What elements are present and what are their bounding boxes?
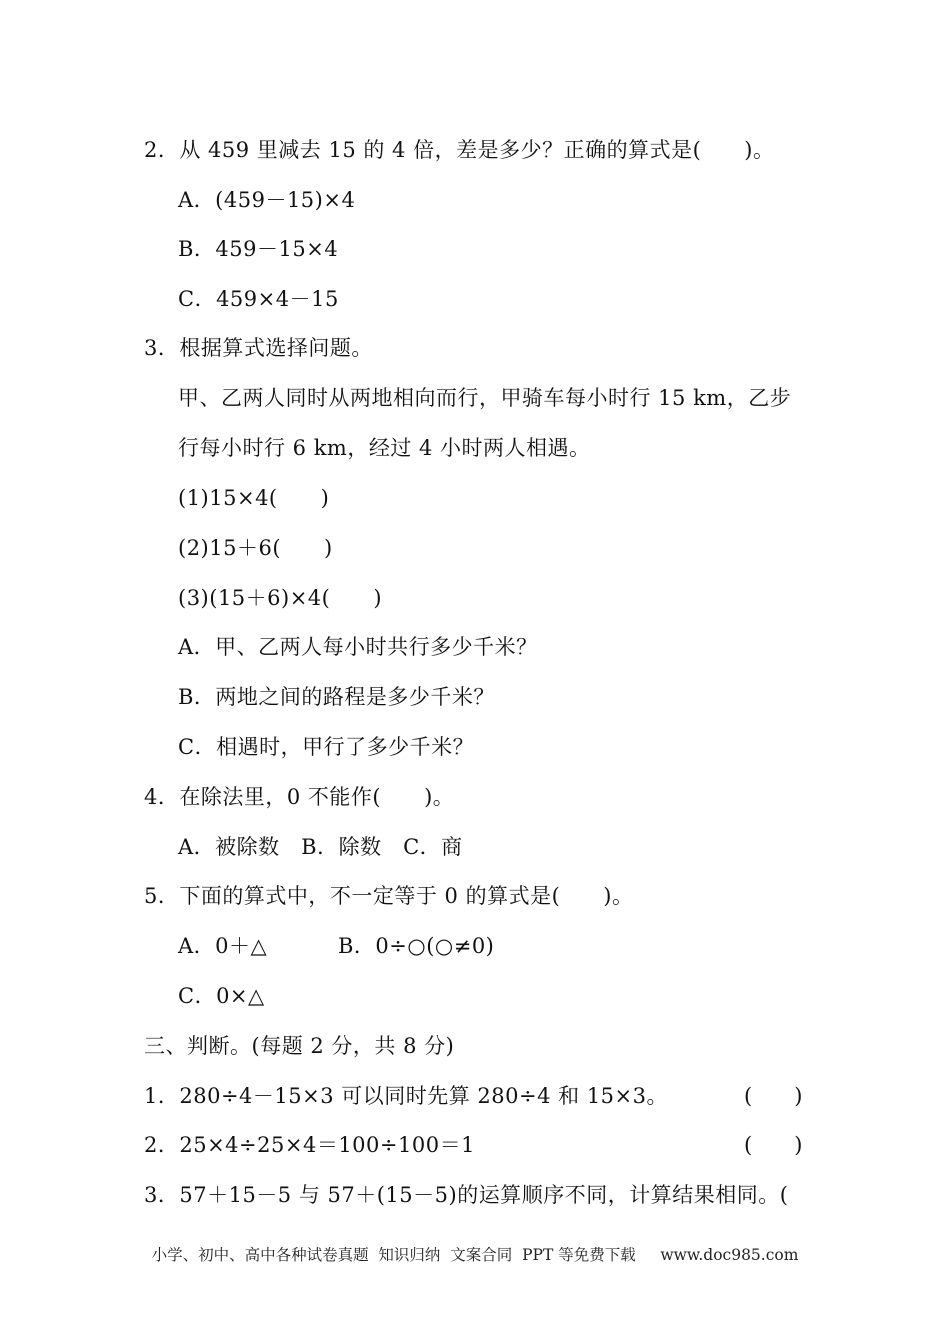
question-2-stem: 2．从 459 里减去 15 的 4 倍，差是多少？正确的算式是( )。 xyxy=(144,138,775,162)
question-2-option-a: A．(459－15)×4 xyxy=(178,188,356,212)
question-4-stem: 4．在除法里，0 不能作( )。 xyxy=(144,785,455,809)
judge-item-1: 1．280÷4－15×3 可以同时先算 280÷4 和 15×3。 xyxy=(144,1084,668,1108)
question-3-formula-2: (2)15＋6( ) xyxy=(178,536,333,560)
page-footer: 小学、初中、高中各种试卷真题 知识归纳 文案合同 PPT 等免费下载 www.doc985.com xyxy=(151,1246,799,1264)
question-3-stem: 3．根据算式选择问题。 xyxy=(144,336,373,360)
judge-item-2: 2．25×4÷25×4＝100÷100＝1 xyxy=(144,1133,475,1157)
question-3-passage-line-1: 甲、乙两人同时从两地相向而行，甲骑车每小时行 15 km，乙步 xyxy=(178,386,792,410)
question-3-passage-line-2: 行每小时行 6 km，经过 4 小时两人相遇。 xyxy=(178,436,591,460)
question-3-formula-1: (1)15×4( ) xyxy=(178,486,330,510)
question-3-option-c: C．相遇时，甲行了多少千米？ xyxy=(178,735,475,759)
judge-item-2-answer-paren: ( ) xyxy=(744,1133,803,1157)
section-3-title: 三、判断。(每题 2 分，共 8 分) xyxy=(144,1034,455,1058)
question-3-option-b: B．两地之间的路程是多少千米？ xyxy=(178,685,495,709)
question-3-option-a: A．甲、乙两人每小时共行多少千米？ xyxy=(178,635,538,659)
question-5-stem: 5．下面的算式中，不一定等于 0 的算式是( )。 xyxy=(144,884,634,908)
judge-item-1-answer-paren: ( ) xyxy=(744,1084,803,1108)
question-2-option-c: C．459×4－15 xyxy=(178,287,339,311)
question-3-formula-3: (3)(15＋6)×4( ) xyxy=(178,586,383,610)
question-5-option-a: A．0＋△ xyxy=(178,934,268,958)
judge-item-3: 3．57＋15－5 与 57＋(15－5)的运算顺序不同，计算结果相同。( xyxy=(144,1183,789,1207)
question-5-option-c: C．0×△ xyxy=(178,984,265,1008)
question-4-options: A．被除数 B．除数 C．商 xyxy=(178,835,463,859)
question-2-option-b: B．459－15×4 xyxy=(178,237,339,261)
question-5-option-b: B．0÷○(○≠0) xyxy=(338,934,495,958)
